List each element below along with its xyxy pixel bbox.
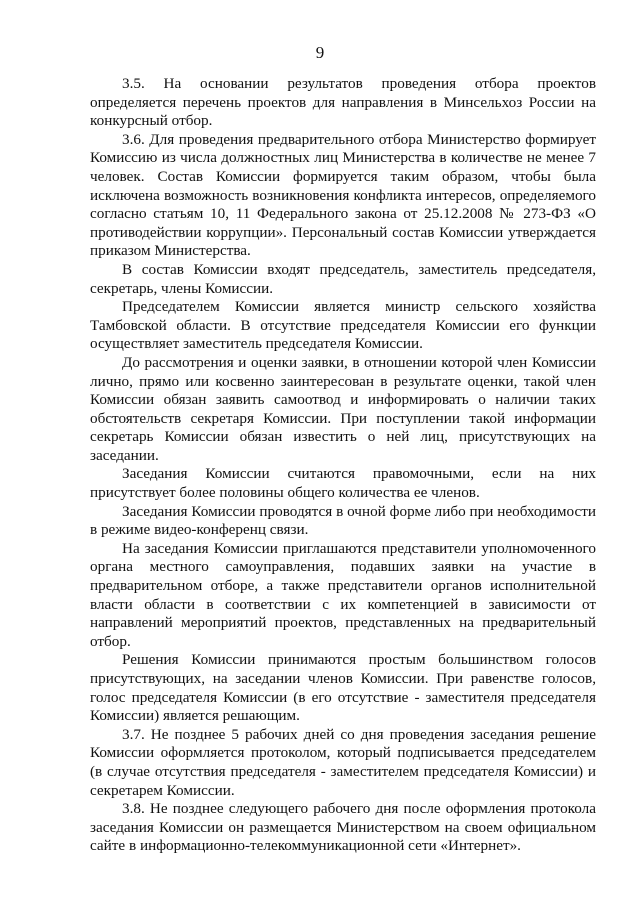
paragraph-meeting-format: Заседания Комиссии проводятся в очной форме либо при необходимости в режиме видео-конференц связи. [90, 502, 596, 539]
paragraph-3-5: 3.5. На основании результатов проведения отбора проектов определяется перечень проектов для направления в Минсельхоз России на конкурсный отбор. [90, 75, 596, 130]
paragraph-3-6: 3.6. Для проведения предварительного отбора Министерство формирует Комиссию из числа должностных лиц Министерства в количестве не менее 7 человек. Состав Комиссии формируется таким образом, чтобы была исключена возможность возникновения конфликта интересов, определяемого согласно статьям 10, 11 Федерального закона от 25.12.2008 № 273-ФЗ «О противодействии коррупции». Персональный состав Комиссии утверждается приказом Министерства. [90, 130, 596, 260]
paragraph-commission-chairman: Председателем Комиссии является министр сельского хозяйства Тамбовской области. В отсутствие председателя Комиссии его функции осуществляет заместитель председателя Комиссии. [90, 298, 596, 353]
page-number: 9 [315, 43, 325, 62]
paragraph-invited-representatives: На заседания Комиссии приглашаются представители уполномоченного органа местного самоуправления, подавших заявки на участие в предварительном отборе, а также представители органов исполнительной власти области в соответствии с их компетенцией в зависимости от направлений мероприятий проектов, представленных на предварительный отбор. [90, 539, 596, 650]
document-body [90, 75, 596, 856]
paragraph-quorum: Заседания Комиссии считаются правомочными, если на них присутствует более половины общего количества ее членов. [90, 465, 596, 502]
paragraph-commission-composition: В состав Комиссии входят председатель, заместитель председателя, секретарь, члены Комиссии. [90, 260, 596, 297]
paragraph-3-7: 3.7. Не позднее 5 рабочих дней со дня проведения заседания решение Комиссии оформляется протоколом, который подписывается председателем (в случае отсутствия председателя - заместителем председателя Комиссии) и секретарем Комиссии. [90, 725, 596, 799]
paragraph-conflict-of-interest: До рассмотрения и оценки заявки, в отношении которой член Комиссии лично, прямо или косвенно заинтересован в результате оценки, такой член Комиссии обязан заявить самоотвод и информировать о наличии таких обстоятельств секретаря Комиссии. При поступлении такой информации секретарь Комиссии обязан известить о ней лиц, присутствующих на заседании. [90, 353, 596, 464]
paragraph-decisions: Решения Комиссии принимаются простым большинством голосов присутствующих, на заседании членов Комиссии. При равенстве голосов, голос председателя Комиссии (в его отсутствие - заместителя председателя Комиссии) является решающим. [90, 651, 596, 725]
paragraph-3-8: 3.8. Не позднее следующего рабочего дня после оформления протокола заседания Комиссии он размещается Министерством на своем официальном сайте в информационно-телекоммуникационной сети «Интернет». [90, 800, 596, 855]
